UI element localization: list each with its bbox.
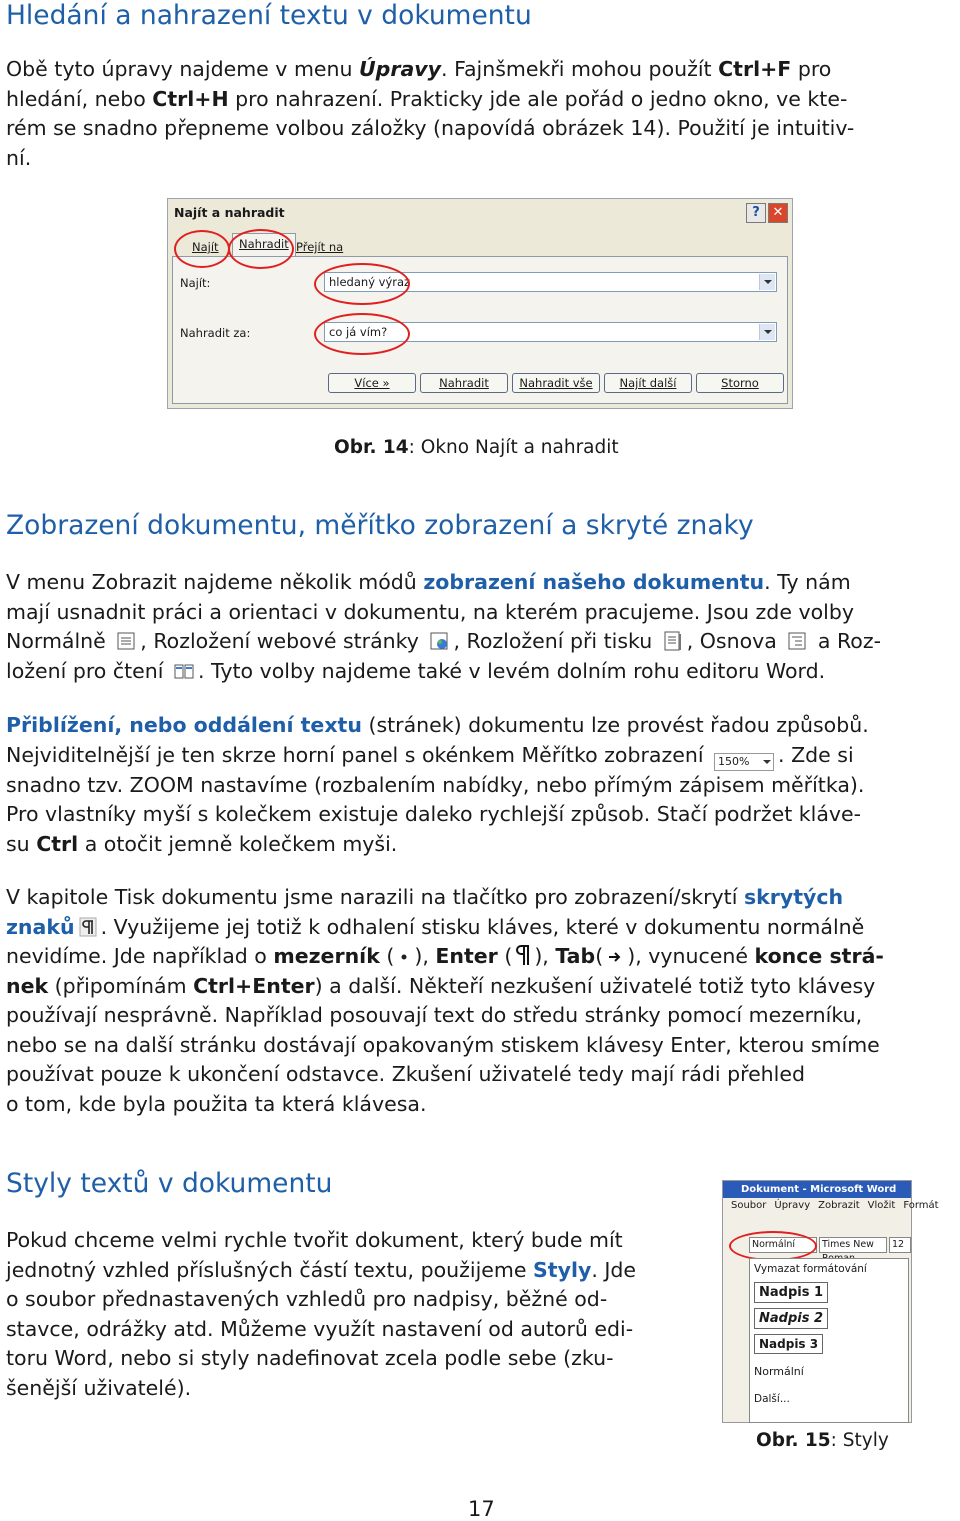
key-name: Tab [555, 944, 596, 968]
text: (stránek) dokumentu lze provést řadou způsobů. [361, 713, 869, 737]
text: jednotný vzhled příslušných částí textu, použijeme [6, 1257, 534, 1282]
shortcut: Ctrl+H [152, 86, 229, 111]
caption-label: Obr. 14 [334, 437, 409, 458]
text: Pro vlastníky myší s kolečkem existuje daleko rychlejší způsob. Stačí podržet kláve- [6, 802, 862, 826]
text: pro [791, 57, 832, 81]
link-hidden-chars[interactable]: skrytých [743, 885, 844, 909]
more-button[interactable]: Více » [328, 373, 416, 393]
style-item-more[interactable]: Další... [754, 1393, 790, 1405]
style-list [749, 1258, 909, 1423]
text: . Fajnšmekři mohou použít [441, 57, 719, 81]
figure-caption-15 [756, 1430, 889, 1451]
style-item-heading1[interactable] [754, 1285, 828, 1300]
text: ) a další. Někteří nezkušení uživatelé totiž tyto klávesy [314, 973, 876, 998]
style-item-label: Nadpis 2 [754, 1308, 828, 1329]
print-layout-icon [663, 631, 683, 651]
text: stavce, odrážky atd. Můžeme využít nastavení od autorů edi- [6, 1316, 634, 1341]
highlight-ring [314, 313, 410, 355]
text: , Rozložení při tisku [453, 629, 659, 653]
text: toru Word, nebo si styly nadefinovat zcela podle sebe (zku- [6, 1346, 614, 1370]
figure-caption-14 [334, 437, 619, 458]
paragraph-view-modes [6, 568, 956, 686]
text: snadno tzv. ZOOM nastavíme (rozbalením nabídky, nebo přímým zápisem měřítka). [6, 772, 865, 797]
caption-label: Obr. 15 [756, 1430, 831, 1451]
tab-find[interactable]: Najít [192, 240, 219, 254]
pilcrow-icon [79, 917, 97, 937]
text: ní. [6, 145, 32, 170]
tab-replace[interactable]: Nahradit [232, 233, 296, 258]
text: ), [414, 944, 436, 968]
outline-view-icon [787, 631, 807, 651]
size-select[interactable]: 12 [889, 1237, 911, 1253]
style-item-heading3[interactable] [754, 1337, 823, 1351]
menu-bar [723, 1198, 939, 1214]
paragraph-styles [6, 1226, 702, 1403]
caption-text: : Styly [830, 1430, 889, 1451]
space-dot-icon [398, 946, 410, 966]
style-item-label: Nadpis 3 [754, 1334, 823, 1354]
text: ), vynucené [627, 944, 755, 968]
link-view-modes[interactable]: zobrazení našeho dokumentu [423, 570, 765, 594]
styles-screenshot [722, 1180, 939, 1423]
text: ), [534, 944, 556, 968]
shortcut: Ctrl+Enter [193, 973, 315, 998]
reading-layout-icon [174, 661, 194, 681]
text: o soubor přednastavených vzhledů pro nadpisy, běžné od- [6, 1287, 608, 1311]
heading-view-zoom: Zobrazení dokumentu, měřítko zobrazení a skryté znaky [6, 510, 754, 541]
help-button[interactable]: ? [746, 203, 766, 223]
chevron-down-icon[interactable] [759, 324, 775, 340]
text: ( [497, 944, 513, 968]
tab-goto[interactable]: Přejít na [296, 240, 344, 254]
menu-item-format[interactable]: Formát [903, 1200, 939, 1211]
text: mají usnadnit práci a orientaci v dokumentu, na kterém pracujeme. Jsou zde volby [6, 599, 854, 624]
text: su [6, 831, 37, 856]
dialog-title: Najít a nahradit [174, 205, 285, 220]
chevron-down-icon [763, 760, 771, 768]
normal-view-icon [116, 631, 136, 651]
text: Obě tyto úpravy najdeme v menu [6, 57, 360, 81]
text: , Osnova [686, 629, 784, 653]
font-select[interactable]: Times New [819, 1237, 887, 1253]
find-value: hledaný výraz [329, 275, 411, 289]
text: a otočit jemně kolečkem myši. [78, 831, 398, 856]
pilcrow-icon [516, 944, 530, 966]
link-styles[interactable]: Styly [533, 1257, 592, 1282]
text: (připomínám [48, 973, 194, 998]
text: V menu Zobrazit najdeme několik módů [6, 570, 424, 594]
link-hidden-chars[interactable]: znaků [6, 914, 75, 939]
highlight-ring [174, 230, 230, 268]
style-select[interactable]: Normální [749, 1237, 817, 1253]
find-replace-dialog [167, 198, 793, 409]
text: ( [595, 944, 604, 968]
paragraph-hidden-chars [6, 883, 956, 1119]
key-name: Enter [435, 944, 498, 968]
key-name: konce strá- [754, 944, 884, 968]
menu-item-edit[interactable]: Úpravy [774, 1200, 811, 1211]
tab-arrow-icon [607, 946, 623, 966]
highlight-ring [729, 1231, 817, 1261]
text: Pokud chceme velmi rychle tvořit dokument, který bude mít [6, 1228, 623, 1252]
link-zoom[interactable]: Přiblížení, nebo oddálení textu [6, 713, 362, 737]
text: . Jde [591, 1257, 637, 1282]
text: nevidíme. Jde například o [6, 944, 274, 968]
text: rém se snadno přepneme volbou záložky (napovídá obrázek 14). Použití je intuitiv- [6, 116, 855, 140]
highlight-ring [314, 263, 410, 305]
key-name: nek [6, 973, 49, 998]
caption-text: : Okno Najít a nahradit [408, 437, 619, 458]
find-next-button[interactable]: Najít další [604, 373, 692, 393]
text: používají nesprávně. Například posouvají text do středu stránky pomocí mezerníku, [6, 1003, 863, 1027]
style-item-clear[interactable]: Vymazat formátování [754, 1263, 867, 1275]
find-label: Najít: [180, 276, 211, 290]
cancel-button[interactable]: Storno [696, 373, 784, 393]
key-name: mezerník [273, 944, 380, 968]
replace-all-button[interactable]: Nahradit vše [512, 373, 600, 393]
chevron-down-icon[interactable] [759, 274, 775, 290]
text: . Zde si [778, 742, 854, 767]
style-item-label: Nadpis 1 [754, 1282, 828, 1303]
text: ložení pro čtení [6, 658, 170, 683]
text: , Rozložení webové stránky [140, 629, 426, 653]
text: a Roz- [811, 629, 881, 653]
style-item-heading2[interactable] [754, 1311, 828, 1326]
replace-label: Nahradit za: [180, 326, 251, 340]
shortcut: Ctrl [36, 831, 79, 856]
text: o tom, kde byla použita ta která klávesa. [6, 1091, 427, 1116]
zoom-value: 150% [718, 754, 750, 768]
replace-button[interactable]: Nahradit [420, 373, 508, 393]
text: ( [379, 944, 395, 968]
menu-item-file[interactable]: Soubor [731, 1200, 767, 1211]
shortcut: Ctrl+F [718, 57, 792, 81]
text: používat pouze k ukončení odstavce. Zkušení uživatelé tedy mají rádi přehled [6, 1062, 805, 1086]
web-layout-icon [429, 631, 449, 651]
text: V kapitole Tisk dokumentu jsme narazili na tlačítko pro zobrazení/skrytí [6, 885, 744, 909]
text: šenější uživatelé). [6, 1375, 192, 1400]
paragraph-zoom [6, 711, 956, 859]
heading-styles: Styly textů v dokumentu [6, 1168, 333, 1199]
text: pro nahrazení. Prakticky jde ale pořád o jedno okno, ve kte- [228, 86, 848, 111]
menu-item-insert[interactable]: Vložit [867, 1200, 896, 1211]
window-titlebar: Dokument - Microsoft Word [723, 1181, 911, 1198]
zoom-box[interactable] [714, 753, 774, 771]
text: Normálně [6, 629, 113, 653]
text: . Tyto volby najdeme také v levém dolním rohu editoru Word. [198, 658, 826, 683]
text: Nejviditelnější je ten skrze horní panel s okénkem Měřítko zobrazení [6, 742, 711, 767]
text: hledání, nebo [6, 86, 153, 111]
heading-find-replace: Hledání a nahrazení textu v dokumentu [6, 0, 532, 31]
replace-value: co já vím? [329, 325, 388, 339]
text: nebo se na další stránku dostávají opakovaným stiskem klávesy Enter, kterou smíme [6, 1032, 880, 1057]
menu-item-view[interactable]: Zobrazit [818, 1200, 860, 1211]
highlight-ring [228, 229, 294, 269]
menu-name: Úpravy [359, 57, 442, 81]
page-number: 17 [468, 1497, 495, 1521]
style-item-normal[interactable]: Normální [754, 1365, 804, 1378]
text: . Využijeme jej totiž k odhalení stisku kláves, které v dokumentu normálně [100, 914, 865, 939]
paragraph-find-replace [6, 55, 956, 173]
text: . Ty nám [764, 570, 851, 594]
close-button[interactable]: ✕ [768, 203, 788, 223]
